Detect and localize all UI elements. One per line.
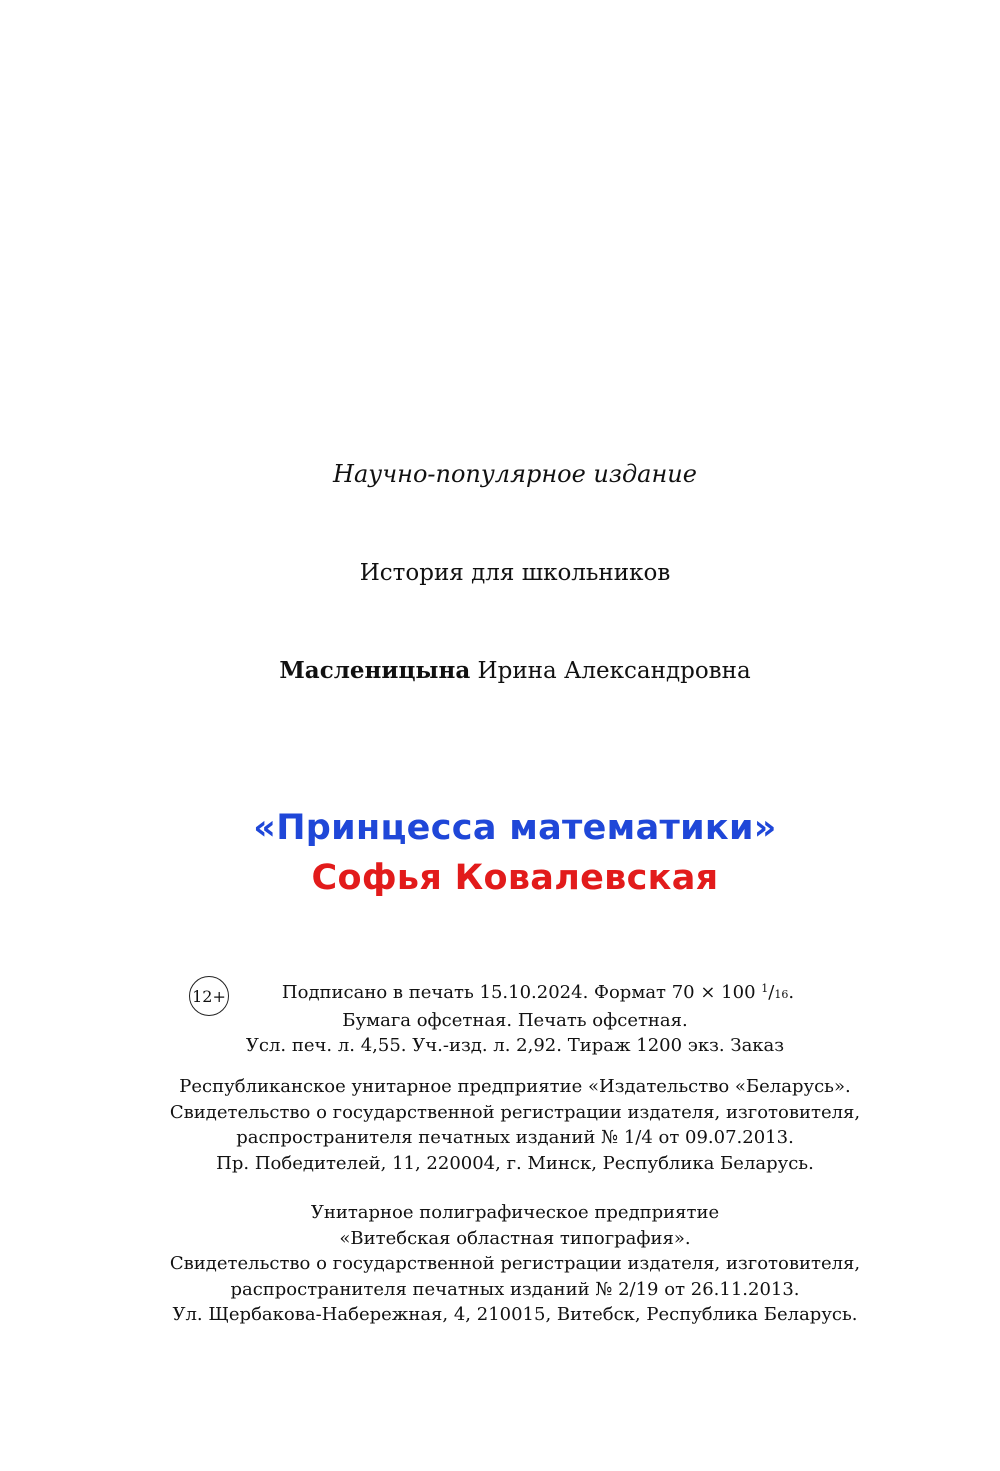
publisher-line1: Республиканское унитарное предприятие «Издательство «Беларусь». [179, 1076, 851, 1097]
book-title-line1: «Принцесса математики» [253, 808, 777, 848]
print-info-line2: Бумага офсетная. Печать офсетная. [342, 1009, 688, 1031]
author-surname: Масленицына [279, 657, 471, 684]
print-info-line1: Подписано в печать 15.10.2024. Формат 70 × 100 $^1$/16. [281, 982, 795, 1003]
printer-line4: распространителя печатных изданий № 2/19 от 26.11.2013. [230, 1278, 800, 1300]
publisher-line2: Свидетельство о государственной регистрации издателя, изготовителя, [169, 1101, 861, 1123]
printer-block [15, 1200, 1000, 1328]
printer-line5: Ул. Щербакова-Набережная, 4, 210015, Витебск, Республика Беларусь. [172, 1304, 858, 1325]
printer-line1: Унитарное полиграфическое предприятие [310, 1202, 720, 1223]
age-rating-badge: 12+ [189, 976, 229, 1016]
print-info-line1-suffix: . [788, 982, 795, 1003]
publisher-line3: распространителя печатных изданий № 1/4 от 09.07.2013. [236, 1127, 794, 1148]
series-title: История для школьников [359, 560, 671, 586]
book-title-line2: Софья Ковалевская [311, 858, 719, 898]
printer-line3: Свидетельство о государственной регистрации издателя, изготовителя, [169, 1253, 861, 1274]
author-name [15, 657, 1000, 684]
format-denominator: 16 [774, 988, 789, 1001]
format-numerator: 1 [761, 982, 769, 995]
print-info-line3: Усл. печ. л. 4,55. Уч.-изд. л. 2,92. Тираж 1200 экз. Заказ [245, 1035, 785, 1056]
genre-label: Научно-популярное издание [333, 460, 697, 488]
publisher-line4: Пр. Победителей, 11, 220004, г. Минск, Республика Беларусь. [216, 1152, 814, 1174]
print-info-line1-prefix: Подписано в печать 15.10.2024. Формат 70 × 100 [281, 982, 762, 1003]
author-given-names: Ирина Александровна [477, 658, 751, 684]
print-info-block [15, 976, 1000, 1059]
publisher-block [15, 1074, 1000, 1176]
printer-line2: «Витебская областная типография». [339, 1227, 691, 1249]
